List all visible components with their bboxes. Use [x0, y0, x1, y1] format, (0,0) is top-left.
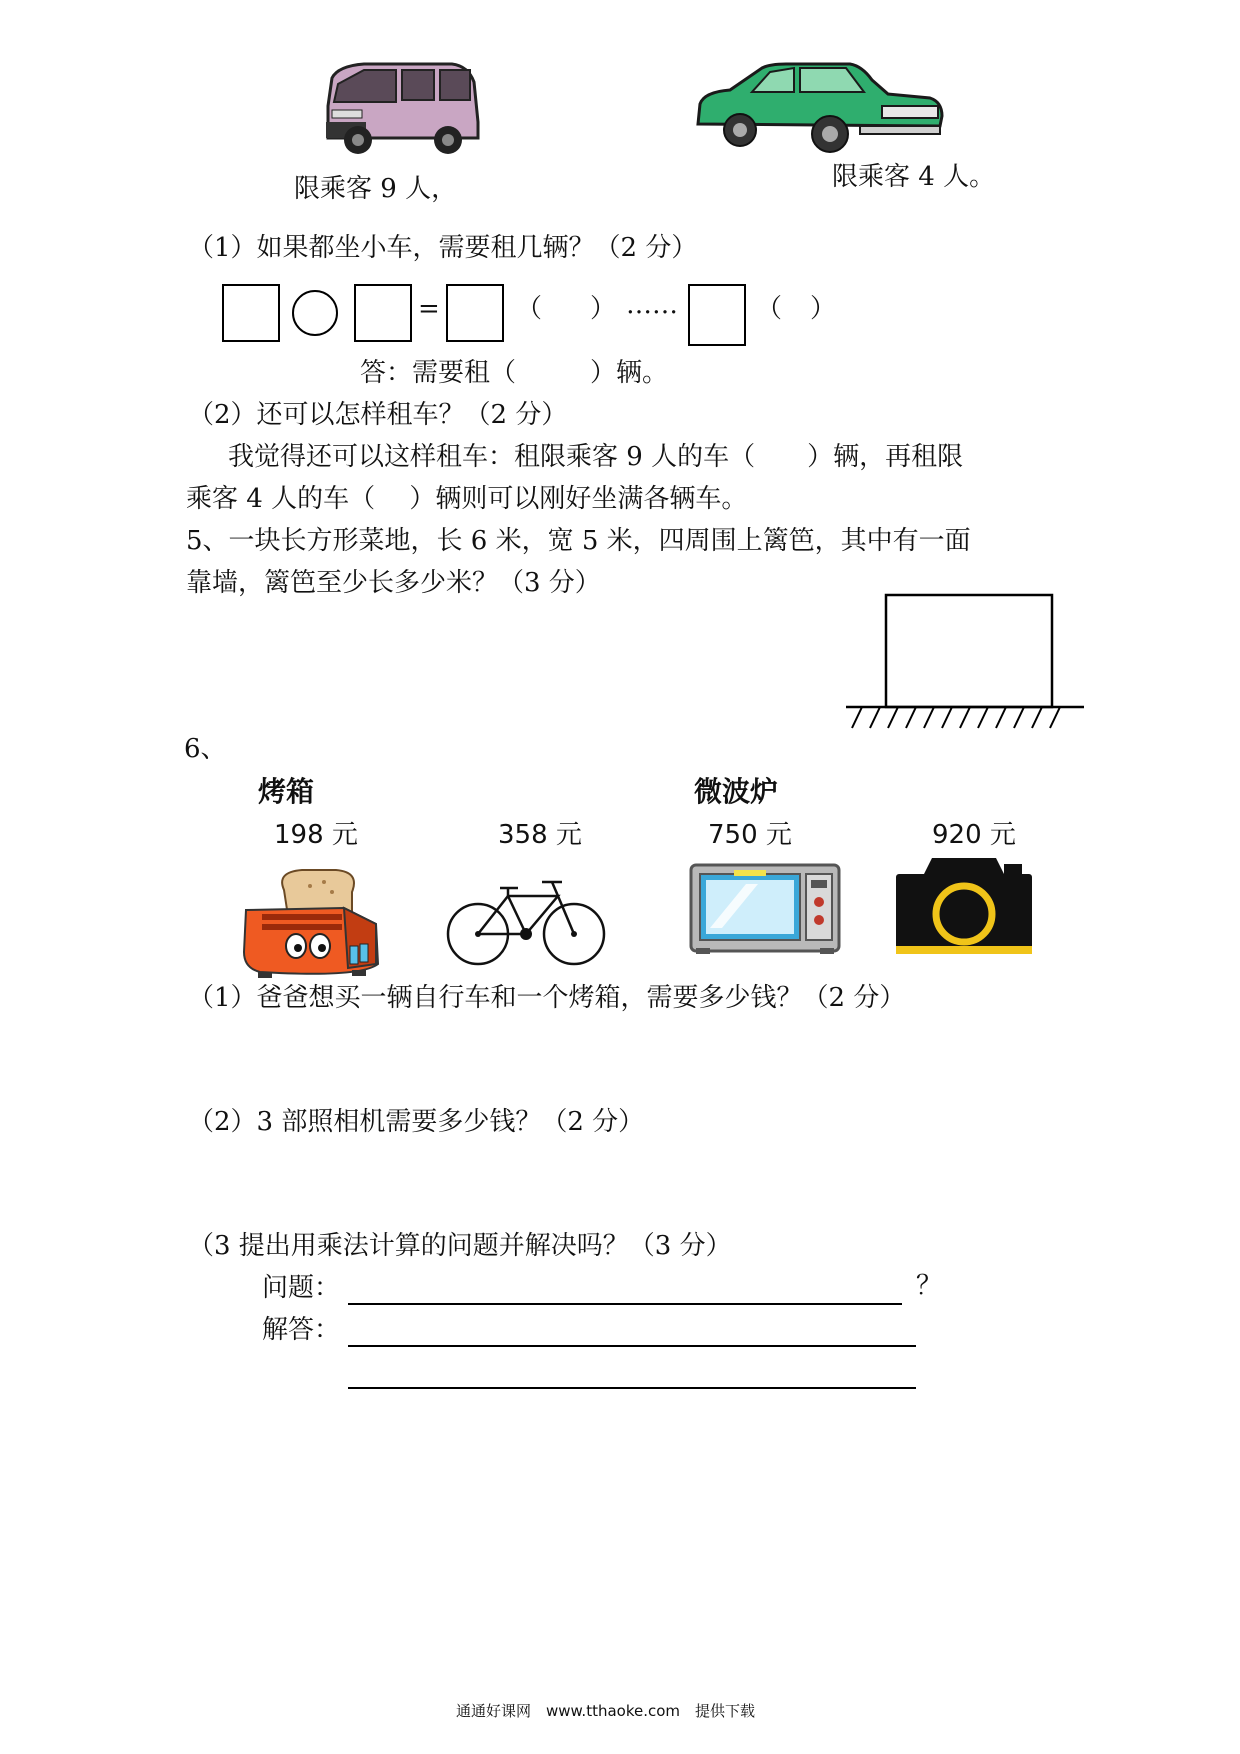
- page-footer: 通通好课网 www.tthaoke.com 提供下载: [456, 1702, 756, 1720]
- price-camera: 920 元: [932, 820, 1016, 850]
- garden-wall-diagram: [840, 592, 1090, 732]
- item-name-microwave: 微波炉: [694, 775, 779, 808]
- answer-label: 解答：: [262, 1315, 341, 1345]
- question-answer-line[interactable]: [348, 1303, 902, 1305]
- question-mark: ？: [916, 1271, 943, 1301]
- q4-part2-question: （2）还可以怎样租车？（2 分）: [188, 400, 568, 430]
- operator-circle[interactable]: [292, 290, 338, 336]
- remainder-paren-close: ）: [810, 294, 837, 324]
- q5-line1: 5、一块长方形菜地，长 6 米，宽 5 米，四周围上篱笆，其中有一面: [186, 526, 971, 556]
- answer-line-2[interactable]: [348, 1387, 916, 1389]
- microwave-icon: [688, 862, 842, 956]
- bicycle-icon: [446, 876, 606, 972]
- answer-box-3[interactable]: [446, 284, 504, 342]
- camera-icon: [894, 854, 1034, 958]
- answer-line-1[interactable]: [348, 1345, 916, 1347]
- price-bicycle: 358 元: [498, 820, 582, 850]
- q5-line2: 靠墙，篱笆至少长多少米？（3 分）: [186, 568, 601, 598]
- unit-paren-open: （: [516, 294, 543, 324]
- price-toaster: 198 元: [274, 820, 358, 850]
- q6-part1: （1）爸爸想买一辆自行车和一个烤箱，需要多少钱？（2 分）: [188, 983, 906, 1013]
- toaster-icon: [240, 868, 384, 980]
- equals-sign: =: [418, 294, 440, 324]
- car-caption: 限乘客 4 人。: [832, 162, 996, 192]
- car-icon: [690, 62, 950, 154]
- remainder-paren-open: （: [756, 294, 783, 324]
- q6-part3: （3 提出用乘法计算的问题并解决吗？（3 分）: [188, 1231, 732, 1261]
- van-caption: 限乘客 9 人，: [294, 174, 458, 204]
- item-name-toaster: 烤箱: [258, 775, 315, 808]
- answer-box-2[interactable]: [354, 284, 412, 342]
- question-label: 问题：: [262, 1273, 341, 1303]
- q4-part2-line2: 乘客 4 人的车（ ）辆则可以刚好坐满各辆车。: [186, 484, 748, 514]
- q6-part2: （2）3 部照相机需要多少钱？（2 分）: [188, 1107, 645, 1137]
- van-icon: [318, 60, 488, 156]
- remainder-dots: ……: [626, 290, 678, 320]
- q4-part2-line1: 我觉得还可以这样租车：租限乘客 9 人的车（ ）辆，再租限: [228, 442, 964, 472]
- answer-suffix: ）辆。: [590, 358, 669, 388]
- answer-box-1[interactable]: [222, 284, 280, 342]
- answer-prefix: 答：需要租（: [360, 358, 517, 388]
- q4-part1-question: （1）如果都坐小车，需要租几辆？（2 分）: [188, 233, 698, 263]
- price-microwave: 750 元: [708, 820, 792, 850]
- q6-number: 6、: [184, 734, 227, 764]
- unit-paren-close: ）: [590, 294, 617, 324]
- remainder-box[interactable]: [688, 284, 746, 346]
